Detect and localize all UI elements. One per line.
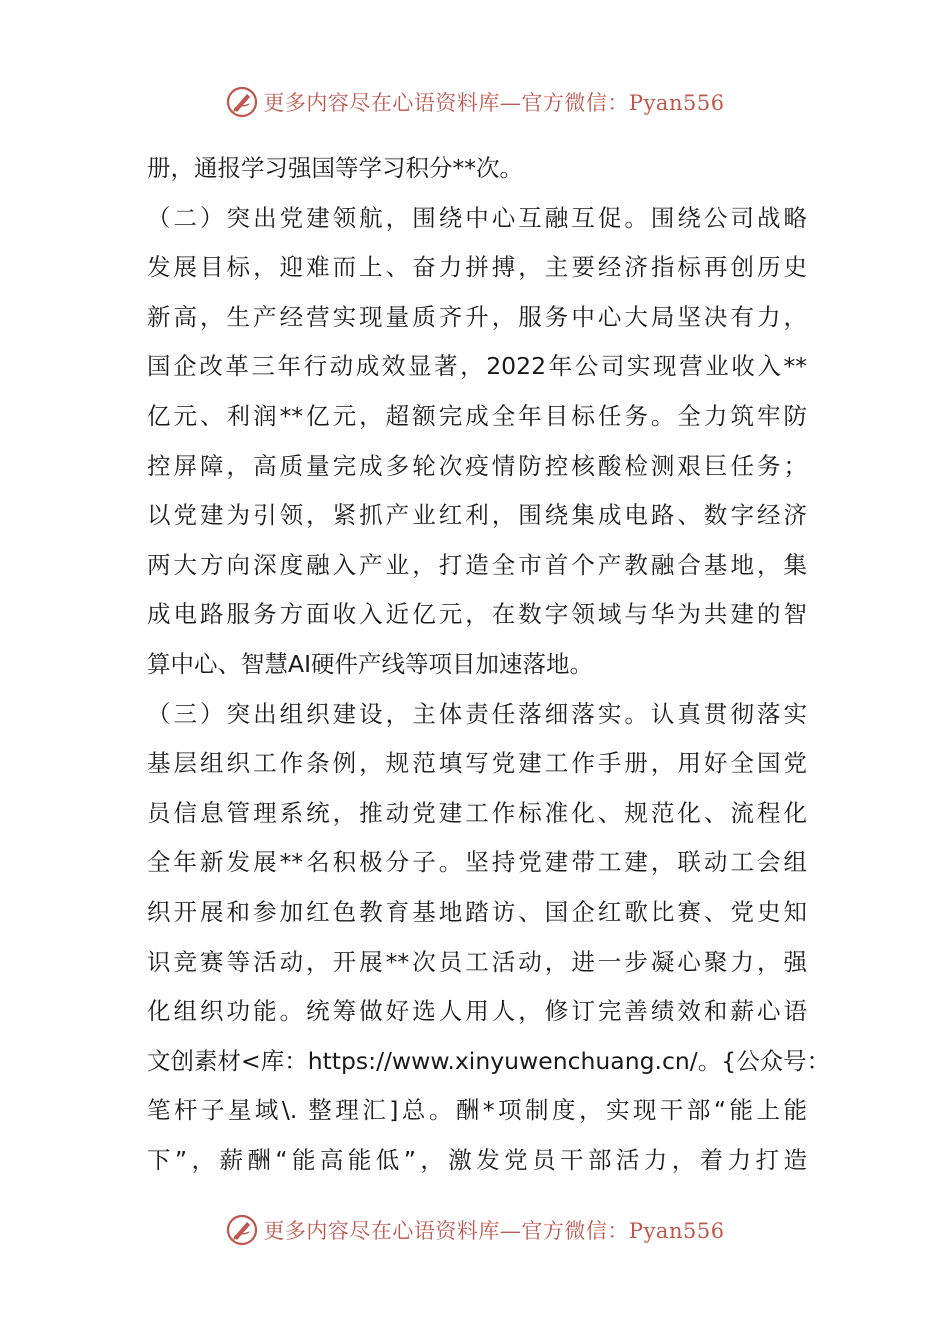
body-line: 化组织功能。统筹做好选人用人，修订完善绩效和薪心语 bbox=[147, 997, 807, 1026]
body-line: 发展目标，迎难而上、奋力拼搏，主要经济指标再创历史 bbox=[147, 253, 807, 282]
body-line: （二）突出党建领航，围绕中心互融互促。围绕公司战略 bbox=[147, 203, 807, 232]
header-banner bbox=[0, 82, 950, 122]
body-line: 文创素材<库：https://www.xinyuwenchuang.cn/。{公众号： bbox=[147, 1046, 831, 1075]
body-line: 基层组织工作条例，规范填写党建工作手册，用好全国党 bbox=[147, 749, 807, 778]
header-banner-text: 更多内容尽在心语资料库—官方微信：Pyan556 bbox=[263, 91, 725, 115]
body-line: 下”，薪酬“能高能低”，激发党员干部活力，着力打造 bbox=[147, 1145, 807, 1174]
body-line: 员信息管理系统，推动党建工作标准化、规范化、流程化 bbox=[147, 798, 807, 827]
body-line: 以党建为引领，紧抓产业红利，围绕集成电路、数字经济 bbox=[147, 501, 807, 530]
body-line: 控屏障，高质量完成多轮次疫情防控核酸检测艰巨任务； bbox=[147, 451, 807, 480]
body-line: 织开展和参加红色教育基地踏访、国企红歌比赛、党史知 bbox=[147, 897, 807, 926]
body-line: 识竞赛等活动，开展**次员工活动，进一步凝心聚力，强 bbox=[147, 947, 807, 976]
body-line: （三）突出组织建设，主体责任落细落实。认真贯彻落实 bbox=[147, 699, 807, 728]
body-line: 亿元、利润**亿元，超额完成全年目标任务。全力筑牢防 bbox=[147, 401, 807, 430]
body-line: 两大方向深度融入产业，打造全市首个产教融合基地，集 bbox=[147, 550, 807, 579]
body-line: 新高，生产经营实现量质齐升，服务中心大局坚决有力， bbox=[147, 302, 807, 331]
footer-banner bbox=[0, 1210, 950, 1250]
body-line: 算中心、智慧AI硬件产线等项目加速落地。 bbox=[147, 649, 594, 678]
body-line: 笔杆子星域\. 整理汇]总。酬*项制度，实现干部“能上能 bbox=[147, 1096, 807, 1125]
body-line: 国企改革三年行动成效显著，2022年公司实现营业收入** bbox=[147, 352, 807, 381]
body-line: 全年新发展**名积极分子。坚持党建带工建，联动工会组 bbox=[147, 848, 807, 877]
document-body bbox=[147, 144, 831, 1185]
pen-logo-icon bbox=[225, 1213, 259, 1247]
body-line: 成电路服务方面收入近亿元，在数字领域与华为共建的智 bbox=[147, 600, 807, 629]
pen-logo-icon bbox=[225, 85, 259, 119]
body-line: 册，通报学习强国等学习积分**次。 bbox=[147, 154, 523, 182]
footer-banner-text: 更多内容尽在心语资料库—官方微信：Pyan556 bbox=[263, 1219, 725, 1243]
